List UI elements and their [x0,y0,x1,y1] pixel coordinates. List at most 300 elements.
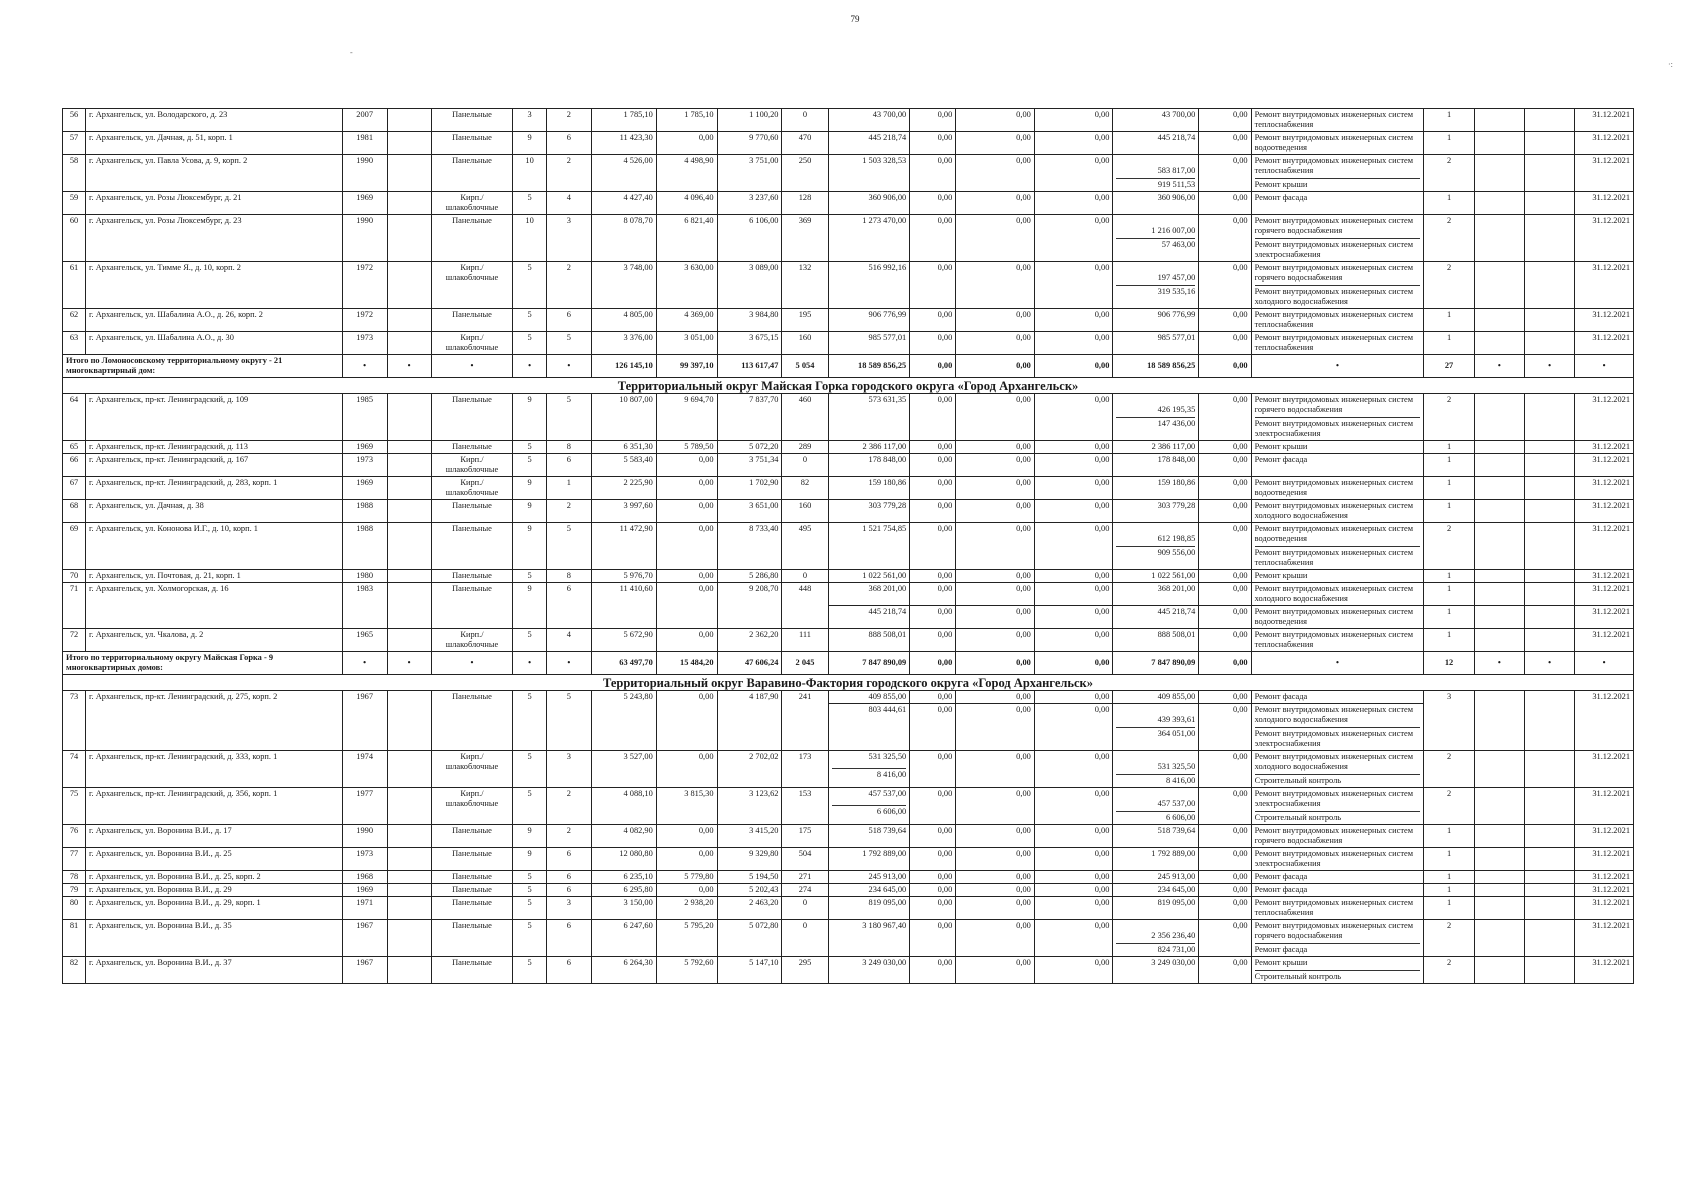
owners-value: 147 436,00 [1116,417,1195,429]
work-type: Ремонт внутридомовых инженерных систем горячего водоснабжения [1254,395,1414,414]
year-cell: 1988 [342,523,387,570]
cost-cell [828,751,910,788]
empty-cell [1524,477,1574,500]
empty-cell [387,920,431,957]
empty-cell [1524,570,1574,583]
empty-cell [1474,884,1524,897]
residents-cell: 369 [782,215,828,262]
fund-cell: 0,00 [956,394,1035,441]
empty-cell [387,441,431,454]
table-body [63,109,1634,984]
cost-cell: 1 521 754,85 [828,523,910,570]
table-row [63,192,1634,215]
row-number: 77 [63,848,86,871]
fund-cell: 0,00 [910,332,956,355]
area-residents-cell: 5 072,20 [717,441,782,454]
total-label: Итого по территориальному округу Майская Горка - 9 многоквартирных домов: [63,652,343,675]
owners-cell [1113,704,1199,751]
empty-cell [1524,920,1574,957]
empty-cell [1524,788,1574,825]
empty-cell [387,155,431,192]
dot-cell: • [1474,652,1524,675]
table-row [63,155,1634,192]
work-type: Ремонт крыши [1255,178,1421,190]
material-cell: Панельные [431,215,513,262]
row-number: 71 [63,583,86,629]
area-living-cell: 0,00 [656,691,717,751]
residents-cell: 470 [782,132,828,155]
area-living-cell: 5 789,50 [656,441,717,454]
cost-cell: 516 992,16 [828,262,910,309]
area-total-cell: 12 080,80 [591,848,656,871]
area-living-cell: 5 795,20 [656,920,717,957]
entrances-cell: 2 [546,155,591,192]
cost-cell: 1 503 328,53 [828,155,910,192]
other-cell: 0,00 [1199,332,1251,355]
entrances-cell: 6 [546,920,591,957]
entrances-cell: 6 [546,583,591,629]
empty-cell [1524,523,1574,570]
empty-cell [1524,583,1574,606]
fund-cell: 0,00 [910,394,956,441]
floors-cell: 5 [513,192,547,215]
area-total-cell: 4 082,90 [591,825,656,848]
year-cell: 1972 [342,309,387,332]
dot-cell: • [387,652,431,675]
other-cell: 0,00 [1199,606,1251,629]
area-total-cell: 4 526,00 [591,155,656,192]
entrances-cell: 4 [546,629,591,652]
cost-cell: 360 906,00 [828,192,910,215]
other-cell: 0,00 [1199,957,1251,984]
area-living-cell: 5 779,80 [656,871,717,884]
row-number: 74 [63,751,86,788]
other-cell: 0,00 [1199,523,1251,570]
cost-cell: 445 218,74 [828,606,910,629]
residents-cell: 0 [782,570,828,583]
works-cell [1251,215,1424,262]
material-cell: Панельные [431,523,513,570]
address-cell: г. Архангельск, ул. Почтовая, д. 21, корп. 1 [86,570,343,583]
floors-cell: 5 [513,920,547,957]
cost-value: 8 416,00 [832,768,907,780]
empty-cell [1474,897,1524,920]
floors-cell: 5 [513,957,547,984]
year-cell: 1990 [342,215,387,262]
area-living-cell: 0,00 [656,825,717,848]
empty-cell [1474,192,1524,215]
count-cell: 1 [1424,454,1474,477]
fund-cell: 0,00 [956,109,1035,132]
total-row [63,355,1634,378]
fund-cell: 0,00 [1034,884,1113,897]
fund-cell: 0,00 [1034,454,1113,477]
floors-cell: 5 [513,262,547,309]
floors-cell: 9 [513,523,547,570]
empty-cell [1524,109,1574,132]
fund-cell: 0,00 [910,788,956,825]
works-cell [1251,523,1424,570]
entrances-cell: 8 [546,570,591,583]
year-cell: 1977 [342,788,387,825]
fund-cell: 0,00 [910,215,956,262]
entrances-cell: 5 [546,394,591,441]
dot-cell: • [387,355,431,378]
area-living-cell: 0,00 [656,570,717,583]
floors-cell: 9 [513,583,547,629]
year-cell: 1990 [342,155,387,192]
total-area-residents: 113 617,47 [717,355,782,378]
area-residents-cell: 2 463,20 [717,897,782,920]
empty-cell [1474,155,1524,192]
area-living-cell: 0,00 [656,629,717,652]
area-total-cell: 3 748,00 [591,262,656,309]
table-row [63,454,1634,477]
empty-cell [1524,155,1574,192]
entrances-cell: 6 [546,848,591,871]
empty-cell [387,751,431,788]
owners-value: 319 535,16 [1116,285,1195,297]
residents-cell: 448 [782,583,828,629]
entrances-cell: 1 [546,477,591,500]
date-cell: 31.12.2021 [1575,583,1634,606]
empty-cell [387,132,431,155]
total-owners: 7 847 890,09 [1113,652,1199,675]
work-type: Ремонт крыши [1254,442,1308,451]
date-cell: 31.12.2021 [1575,957,1634,984]
count-cell: 2 [1424,788,1474,825]
empty-cell [1474,477,1524,500]
cost-cell: 445 218,74 [828,132,910,155]
fund-cell: 0,00 [956,155,1035,192]
fund-cell: 0,00 [956,192,1035,215]
area-residents-cell: 2 702,02 [717,751,782,788]
fund-cell: 0,00 [956,583,1035,606]
fund-cell: 0,00 [1034,920,1113,957]
area-living-cell: 3 630,00 [656,262,717,309]
address-cell: г. Архангельск, пр-кт. Ленинградский, д. 275, корп. 2 [86,691,343,751]
fund-cell: 0,00 [956,523,1035,570]
entrances-cell: 2 [546,788,591,825]
entrances-cell: 2 [546,262,591,309]
area-residents-cell: 3 123,62 [717,788,782,825]
date-cell: 31.12.2021 [1575,848,1634,871]
area-total-cell: 1 785,10 [591,109,656,132]
fund-cell: 0,00 [956,897,1035,920]
fund-cell: 0,00 [910,751,956,788]
owners-value: 531 325,50 [1157,762,1196,771]
year-cell: 1973 [342,848,387,871]
owners-value: 2 356 236,40 [1151,931,1196,940]
total-area-living: 15 484,20 [656,652,717,675]
residents-cell: 495 [782,523,828,570]
total-area-total: 63 497,70 [591,652,656,675]
owners-cell [1113,155,1199,192]
fund-cell: 0,00 [910,957,956,984]
works-cell [1251,192,1424,215]
year-cell: 1967 [342,691,387,751]
cost-cell: 3 180 967,40 [828,920,910,957]
owners-cell: 888 508,01 [1113,629,1199,652]
total-fund: 0,00 [956,355,1035,378]
floors-cell: 5 [513,691,547,751]
cost-cell [828,788,910,825]
residents-cell: 250 [782,155,828,192]
empty-cell [1524,871,1574,884]
floors-cell: 5 [513,332,547,355]
total-row [63,652,1634,675]
empty-cell [1474,751,1524,788]
work-type: Ремонт фасада [1254,455,1308,464]
works-cell [1251,309,1424,332]
fund-cell: 0,00 [910,897,956,920]
total-area-living: 99 397,10 [656,355,717,378]
entrances-cell: 2 [546,109,591,132]
table-row [63,332,1634,355]
date-cell: 31.12.2021 [1575,332,1634,355]
table-row [63,957,1634,984]
area-living-cell: 0,00 [656,132,717,155]
entrances-cell: 6 [546,454,591,477]
other-cell: 0,00 [1199,871,1251,884]
floors-cell: 5 [513,441,547,454]
empty-cell [387,848,431,871]
entrances-cell: 2 [546,500,591,523]
residents-cell: 295 [782,957,828,984]
area-living-cell: 2 938,20 [656,897,717,920]
table-row [63,262,1634,309]
area-living-cell: 0,00 [656,500,717,523]
table-row [63,788,1634,825]
area-residents-cell: 9 770,60 [717,132,782,155]
works-cell [1251,848,1424,871]
material-cell: Панельные [431,441,513,454]
residents-cell: 173 [782,751,828,788]
empty-cell [387,109,431,132]
table-row [63,583,1634,606]
row-number: 81 [63,920,86,957]
count-cell: 2 [1424,155,1474,192]
count-cell: 2 [1424,920,1474,957]
area-residents-cell: 5 147,10 [717,957,782,984]
empty-cell [387,500,431,523]
area-residents-cell: 3 751,34 [717,454,782,477]
area-total-cell: 5 672,90 [591,629,656,652]
residents-cell: 0 [782,920,828,957]
cost-cell: 819 095,00 [828,897,910,920]
other-cell: 0,00 [1199,920,1251,957]
residents-cell: 460 [782,394,828,441]
material-cell: Панельные [431,871,513,884]
empty-cell [1524,132,1574,155]
owners-cell: 819 095,00 [1113,897,1199,920]
works-cell [1251,957,1424,984]
floors-cell: 9 [513,477,547,500]
works-cell [1251,884,1424,897]
date-cell: 31.12.2021 [1575,629,1634,652]
table-row [63,751,1634,788]
address-cell: г. Архангельск, ул. Чкалова, д. 2 [86,629,343,652]
floors-cell: 5 [513,897,547,920]
date-cell: 31.12.2021 [1575,477,1634,500]
total-area-total: 126 145,10 [591,355,656,378]
residents-cell: 289 [782,441,828,454]
row-number: 65 [63,441,86,454]
material-cell: Кирп./шлакоблочные [431,629,513,652]
entrances-cell: 5 [546,332,591,355]
total-fund: 0,00 [956,652,1035,675]
owners-cell [1113,215,1199,262]
count-cell: 1 [1424,500,1474,523]
section-title: Территориальный округ Майская Горка городского округа «Город Архангельск» [63,378,1634,394]
floors-cell: 5 [513,309,547,332]
date-cell: 31.12.2021 [1575,920,1634,957]
owners-value: 909 556,00 [1116,546,1195,558]
other-cell: 0,00 [1199,309,1251,332]
work-type: Ремонт внутридомовых инженерных систем водоотведения [1254,478,1414,497]
material-cell: Панельные [431,920,513,957]
empty-cell [1524,957,1574,984]
empty-cell [387,262,431,309]
year-cell: 1969 [342,192,387,215]
work-type: Ремонт внутридомовых инженерных систем холодного водоснабжения [1254,501,1414,520]
fund-cell: 0,00 [910,132,956,155]
area-total-cell: 3 376,00 [591,332,656,355]
date-cell: 31.12.2021 [1575,788,1634,825]
owners-value: 8 416,00 [1116,774,1195,786]
cost-value: 531 325,50 [868,752,907,761]
date-cell: 31.12.2021 [1575,825,1634,848]
address-cell: г. Архангельск, ул. Дачная, д. 38 [86,500,343,523]
empty-cell [1524,825,1574,848]
table-row [63,523,1634,570]
section-header [63,675,1634,691]
empty-cell [1474,825,1524,848]
work-type: Ремонт внутридомовых инженерных систем электроснабжения [1255,238,1421,260]
material-cell: Панельные [431,132,513,155]
floors-cell: 5 [513,629,547,652]
works-cell: Ремонт внутридомовых инженерных систем водоотведения [1251,606,1424,629]
material-cell: Панельные [431,583,513,629]
entrances-cell: 2 [546,825,591,848]
empty-cell [1524,332,1574,355]
fund-cell: 0,00 [1034,155,1113,192]
owners-cell: 234 645,00 [1113,884,1199,897]
count-cell: 1 [1424,570,1474,583]
cost-cell: 303 779,28 [828,500,910,523]
other-cell: 0,00 [1199,629,1251,652]
year-cell: 1969 [342,441,387,454]
work-type: Ремонт внутридомовых инженерных систем горячего водоснабжения [1254,263,1414,282]
owners-cell: 43 700,00 [1113,109,1199,132]
area-living-cell: 0,00 [656,751,717,788]
work-type: Ремонт внутридомовых инженерных систем холодного водоснабжения [1254,584,1414,603]
other-cell: 0,00 [1199,477,1251,500]
area-residents-cell: 5 286,80 [717,570,782,583]
fund-cell: 0,00 [1034,570,1113,583]
empty-cell [387,523,431,570]
year-cell: 1988 [342,500,387,523]
date-cell: 31.12.2021 [1575,155,1634,192]
year-cell: 1969 [342,477,387,500]
total-cost: 18 589 856,25 [828,355,910,378]
area-residents-cell: 1 702,90 [717,477,782,500]
fund-cell: 0,00 [910,155,956,192]
owners-cell: 360 906,00 [1113,192,1199,215]
owners-cell: 409 855,00 [1113,691,1199,704]
area-total-cell: 6 235,10 [591,871,656,884]
row-number: 66 [63,454,86,477]
residents-cell: 132 [782,262,828,309]
entrances-cell: 6 [546,132,591,155]
row-number: 57 [63,132,86,155]
empty-cell [1524,441,1574,454]
fund-cell: 0,00 [910,262,956,309]
empty-cell [1524,309,1574,332]
material-cell: Панельные [431,691,513,751]
floors-cell: 5 [513,884,547,897]
address-cell: г. Архангельск, ул. Воронина В.И., д. 29 [86,884,343,897]
works-cell [1251,629,1424,652]
fund-cell: 0,00 [956,477,1035,500]
cost-cell: 43 700,00 [828,109,910,132]
entrances-cell: 6 [546,309,591,332]
area-total-cell: 11 410,60 [591,583,656,629]
other-cell: 0,00 [1199,825,1251,848]
cost-cell: 888 508,01 [828,629,910,652]
area-total-cell: 6 264,30 [591,957,656,984]
fund-cell: 0,00 [910,477,956,500]
material-cell: Кирп./шлакоблочные [431,262,513,309]
empty-cell [387,897,431,920]
row-number: 60 [63,215,86,262]
area-residents-cell: 3 089,00 [717,262,782,309]
fund-cell: 0,00 [956,920,1035,957]
empty-cell [1474,500,1524,523]
owners-cell: 445 218,74 [1113,606,1199,629]
area-residents-cell: 4 187,90 [717,691,782,751]
date-cell: 31.12.2021 [1575,871,1634,884]
fund-cell: 0,00 [956,884,1035,897]
row-number: 69 [63,523,86,570]
fund-cell: 0,00 [956,570,1035,583]
fund-cell: 0,00 [910,454,956,477]
date-cell: 31.12.2021 [1575,570,1634,583]
area-residents-cell: 5 194,50 [717,871,782,884]
total-fund: 0,00 [910,652,956,675]
table-row [63,215,1634,262]
year-cell: 1967 [342,957,387,984]
area-residents-cell: 3 984,80 [717,309,782,332]
other-cell: 0,00 [1199,454,1251,477]
works-cell [1251,704,1424,751]
empty-cell [387,871,431,884]
empty-cell [1474,215,1524,262]
area-total-cell: 3 527,00 [591,751,656,788]
fund-cell: 0,00 [1034,691,1113,704]
date-cell: 31.12.2021 [1575,454,1634,477]
floors-cell: 9 [513,394,547,441]
fund-cell: 0,00 [956,606,1035,629]
work-type: Ремонт крыши [1254,958,1308,967]
fund-cell: 0,00 [1034,629,1113,652]
row-number: 56 [63,109,86,132]
address-cell: г. Архангельск, ул. Воронина В.И., д. 37 [86,957,343,984]
area-living-cell: 5 792,60 [656,957,717,984]
empty-cell [1474,606,1524,629]
residents-cell: 153 [782,788,828,825]
empty-cell [387,454,431,477]
